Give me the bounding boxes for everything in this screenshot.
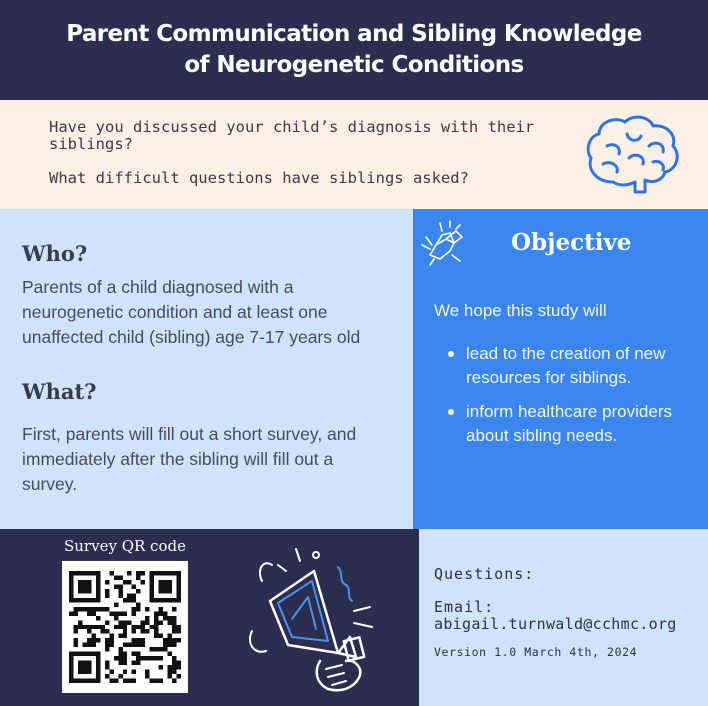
survey-panel	[0, 529, 419, 706]
brain-icon	[583, 112, 683, 196]
who-what-panel	[0, 209, 413, 529]
version-note: Version 1.0 March 4th, 2024	[434, 645, 638, 659]
email-address[interactable]: abigail.turnwald@cchmc.org	[434, 615, 677, 633]
email-label: Email:	[434, 598, 495, 616]
objective-list	[445, 342, 705, 458]
header-banner	[0, 0, 708, 100]
objective-panel	[413, 209, 708, 529]
who-description: Parents of a child diagnosed with a neurogenetic condition and at least one unaffected child (sibling) age 7-17 years old	[22, 277, 361, 347]
objective-intro: We hope this study will	[434, 301, 607, 320]
questions-banner	[0, 100, 708, 209]
objective-bullet: inform healthcare providers about sibling needs.	[445, 400, 705, 448]
question-difficult: What difficult questions have siblings asked?	[49, 169, 469, 187]
question-diagnosis: Have you discussed your child’s diagnosis with their siblings?	[49, 118, 535, 153]
megaphone-icon	[242, 541, 392, 701]
objective-bullet: lead to the creation of new resources for siblings.	[445, 342, 705, 390]
qr-code-image[interactable]	[69, 570, 181, 684]
what-heading: What?	[22, 379, 97, 404]
contact-panel	[419, 529, 708, 706]
page-title: Parent Communication and Sibling Knowledge of Neurogenetic Conditions	[66, 21, 642, 78]
qr-label: Survey QR code	[64, 537, 186, 555]
questions-label: Questions:	[434, 565, 535, 583]
what-description: First, parents will fill out a short survey, and immediately after the sibling will fill out a survey.	[22, 424, 357, 494]
objective-heading: Objective	[511, 229, 632, 256]
survey-qr-code[interactable]	[62, 561, 188, 693]
who-heading: Who?	[22, 241, 88, 266]
hands-together-icon	[416, 215, 468, 267]
